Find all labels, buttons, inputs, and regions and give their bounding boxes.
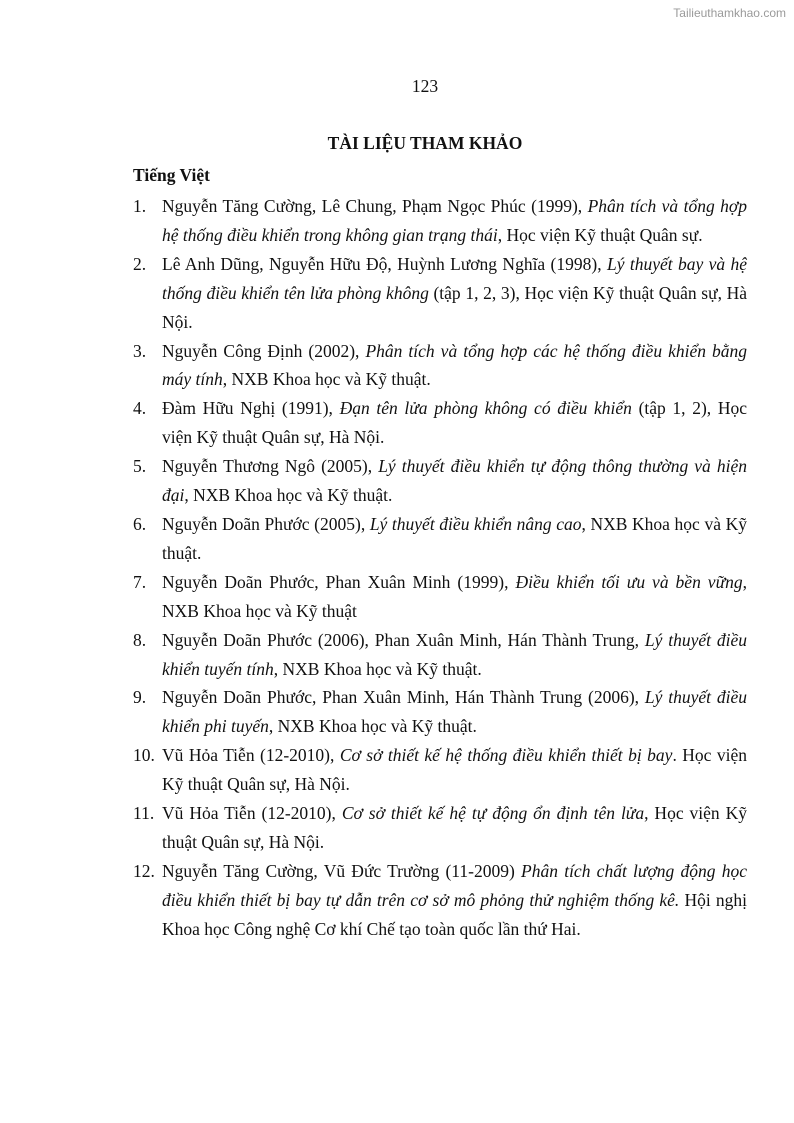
reference-publisher: , NXB Khoa học và Kỹ thuật.: [184, 485, 393, 506]
reference-authors: Nguyễn Doãn Phước (2006), Phan Xuân Minh, Hán Thành Trung,: [162, 629, 645, 650]
reference-item: [133, 452, 747, 510]
reference-publisher: , NXB Khoa học và Kỹ thuật.: [268, 716, 477, 737]
reference-authors: Vũ Hỏa Tiễn (12-2010),: [162, 745, 340, 766]
reference-number: 4.: [133, 398, 147, 419]
reference-title: Điều khiển tối ưu và bền vững: [515, 571, 743, 592]
reference-number: 9.: [133, 687, 147, 708]
reference-title: Cơ sở thiết kế hệ tự động ổn định tên lửa: [341, 803, 645, 824]
reference-authors: Nguyễn Công Định (2002),: [162, 340, 366, 361]
reference-number: 3.: [133, 340, 147, 361]
reference-number: 5.: [133, 456, 147, 477]
reference-authors: Lê Anh Dũng, Nguyễn Hữu Độ, Huỳnh Lương Nghĩa (1998),: [162, 253, 607, 274]
reference-publisher: , NXB Khoa học và Kỹ thuật.: [162, 513, 747, 563]
reference-authors: Nguyễn Doãn Phước, Phan Xuân Minh, Hán Thành Trung (2006),: [162, 687, 645, 708]
reference-number: 6.: [133, 513, 147, 534]
reference-publisher: , NXB Khoa học và Kỹ thuật: [162, 571, 747, 621]
reference-publisher: (tập 1, 2, 3), Học viện Kỹ thuật Quân sự, Hà Nội.: [162, 282, 747, 332]
reference-title: Lý thuyết điều khiển nâng cao: [369, 513, 582, 534]
reference-number: 10.: [133, 745, 155, 766]
reference-authors: Nguyễn Doãn Phước, Phan Xuân Minh (1999),: [162, 571, 516, 592]
reference-publisher: . Học viện Kỹ thuật Quân sự, Hà Nội.: [162, 745, 747, 795]
reference-title: Lý thuyết điều khiển tuyến tính: [162, 629, 747, 679]
reference-title: Phân tích chất lượng động học điều khiển thiết bị bay tự dẫn trên cơ sở mô phỏng thử nghiệm thống kê.: [162, 860, 748, 910]
reference-item: [133, 741, 747, 799]
reference-number: 12.: [133, 860, 155, 881]
reference-number: 8.: [133, 629, 147, 650]
reference-authors: Nguyễn Doãn Phước (2005),: [162, 513, 370, 534]
reference-publisher: (tập 1, 2), Học viện Kỹ thuật Quân sự, Hà Nội.: [162, 398, 747, 448]
reference-publisher: , Học viện Kỹ thuật Quân sự, Hà Nội.: [162, 803, 747, 852]
page-title: TÀI LIỆU THAM KHẢO: [327, 133, 523, 153]
reference-item: [133, 568, 747, 626]
reference-title: Lý thuyết điều khiển tự động thông thường và hiện đại: [162, 456, 747, 506]
reference-authors: Đàm Hữu Nghị (1991),: [162, 398, 340, 419]
reference-item: [133, 626, 747, 684]
reference-authors: Nguyễn Thương Ngô (2005),: [162, 456, 379, 477]
reference-item: [133, 799, 747, 857]
reference-item: [133, 857, 747, 944]
reference-title: Cơ sở thiết kế hệ thống điều khiển thiết bị bay: [339, 745, 673, 766]
reference-item: [133, 394, 747, 452]
page-number: 123: [411, 76, 439, 96]
reference-number: 7.: [133, 571, 147, 592]
reference-publisher: , NXB Khoa học và Kỹ thuật.: [273, 658, 482, 679]
reference-number: 1.: [133, 196, 147, 216]
reference-item: [133, 337, 747, 395]
reference-publisher: , NXB Khoa học và Kỹ thuật.: [222, 369, 431, 390]
reference-authors: Nguyễn Tăng Cường, Lê Chung, Phạm Ngọc Phúc (1999),: [162, 196, 588, 216]
reference-title: Lý thuyết điều khiển phi tuyến: [162, 687, 747, 737]
reference-title: Đạn tên lửa phòng không có điều khiển: [339, 398, 632, 419]
reference-title: Phân tích và tổng hợp hệ thống điều khiển trong không gian trạng thái: [162, 196, 747, 245]
reference-item: [133, 510, 747, 568]
watermark: Tailieuthamkhao.com: [673, 6, 786, 20]
reference-item: [133, 250, 747, 337]
section-heading: Tiếng Việt: [133, 165, 210, 185]
reference-number: 2.: [133, 253, 147, 274]
reference-item: [133, 192, 747, 250]
reference-authors: Vũ Hỏa Tiễn (12-2010),: [162, 803, 342, 824]
reference-title: Phân tích và tổng hợp các hệ thống điều khiển bằng máy tính: [162, 340, 748, 390]
reference-publisher: Hội nghị Khoa học Công nghệ Cơ khí Chế tạo toàn quốc lần thứ Hai.: [162, 889, 747, 939]
reference-list: [133, 192, 747, 944]
reference-title: Lý thuyết bay và hệ thống điều khiển tên lửa phòng không: [162, 253, 747, 303]
reference-publisher: , Học viện Kỹ thuật Quân sự.: [497, 224, 703, 245]
reference-item: [133, 683, 747, 741]
reference-authors: Nguyễn Tăng Cường, Vũ Đức Trường (11-2009): [162, 860, 522, 881]
reference-number: 11.: [133, 803, 155, 824]
